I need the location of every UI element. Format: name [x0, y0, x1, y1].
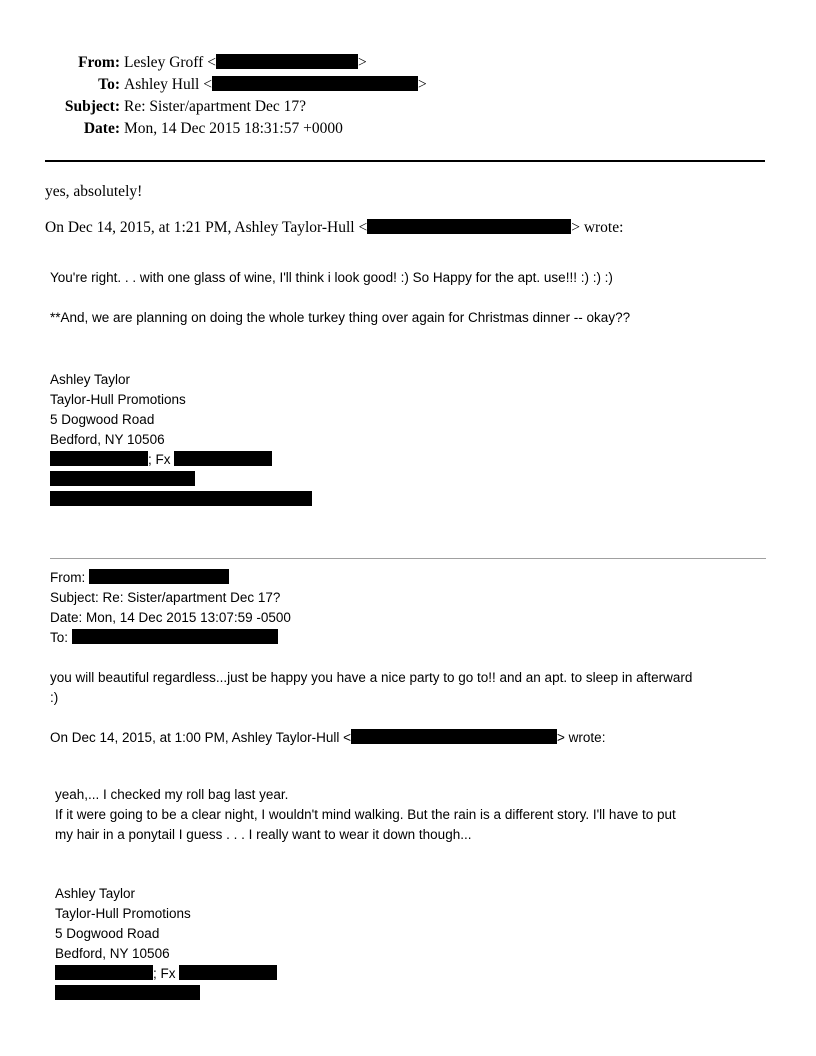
signature-name: Ashley Taylor	[50, 372, 131, 387]
header-to-label: To:	[98, 76, 120, 93]
signature-address: 5 Dogwood Road	[55, 926, 160, 941]
redacted-fax	[174, 451, 272, 466]
forwarded-date: Date: Mon, 14 Dec 2015 13:07:59 -0500	[50, 610, 291, 625]
message-divider	[50, 558, 766, 559]
header-to-row	[0, 76, 427, 94]
header-date-label: Date:	[83, 120, 120, 137]
forwarded-body-line: :)	[50, 690, 59, 705]
redacted-text	[50, 491, 312, 506]
signature-city: Bedford, NY 10506	[55, 946, 170, 961]
signature-redacted	[50, 470, 312, 490]
quoted-line: my hair in a ponytail I guess . . . I really want to wear it down though...	[55, 827, 472, 842]
signature-block-2	[55, 884, 277, 1004]
quoted-line: yeah,... I checked my roll bag last year.	[55, 787, 289, 802]
header-from-label: From:	[78, 54, 120, 71]
quote-intro-end: > wrote:	[557, 730, 606, 745]
header-date-row	[0, 120, 343, 138]
redacted-text	[55, 985, 200, 1000]
redacted-phone	[50, 451, 148, 466]
header-from-close: >	[357, 54, 367, 71]
redacted-email	[216, 54, 358, 69]
forwarded-from	[50, 568, 291, 588]
header-to-name: Ashley Hull <	[124, 76, 212, 93]
reply-body: yes, absolutely!	[45, 183, 143, 200]
signature-company: Taylor-Hull Promotions	[50, 392, 186, 407]
signature-block	[50, 370, 312, 510]
redacted-phone	[55, 965, 153, 980]
signature-redacted	[50, 490, 312, 510]
header-from-name: Lesley Groff <	[124, 54, 216, 71]
forwarded-body	[50, 668, 692, 708]
redacted-email	[367, 219, 571, 234]
signature-address: 5 Dogwood Road	[50, 412, 155, 427]
forwarded-to-label: To:	[50, 630, 69, 645]
header-subject-row	[0, 98, 306, 116]
quoted-line: If it were going to be a clear night, I wouldn't mind walking. But the rain is a different story. I'll have to put	[55, 807, 676, 822]
header-subject-label: Subject:	[64, 98, 120, 115]
reply-quote-intro	[45, 219, 623, 237]
quoted-line: You're right. . . with one glass of wine, I'll think i look good! :) So Happy for the apt. use!!! :) :) :)	[50, 270, 613, 285]
redacted-text	[50, 471, 195, 486]
redacted-email	[351, 729, 557, 744]
redacted-email	[212, 76, 418, 91]
header-date-value: Mon, 14 Dec 2015 18:31:57 +0000	[124, 120, 343, 137]
header-to-close: >	[417, 76, 427, 93]
redacted-fax	[179, 965, 277, 980]
signature-city: Bedford, NY 10506	[50, 432, 165, 447]
redacted-email	[89, 569, 229, 584]
fax-label: ; Fx	[148, 452, 171, 467]
forwarded-header	[50, 568, 291, 648]
signature-redacted	[55, 984, 277, 1004]
fax-label: ; Fx	[153, 966, 176, 981]
forwarded-quote-intro	[50, 729, 605, 745]
header-subject-value: Re: Sister/apartment Dec 17?	[124, 98, 307, 115]
signature-phone-fax	[55, 964, 277, 984]
quote-intro-end: > wrote:	[571, 219, 624, 236]
quote-intro-text: On Dec 14, 2015, at 1:21 PM, Ashley Taylor-Hull <	[45, 219, 368, 236]
forwarded-body-line: you will beautiful regardless...just be happy you have a nice party to go to!! and an apt. to sleep in afterward	[50, 670, 693, 685]
header-from-row	[0, 54, 367, 72]
forwarded-to	[50, 628, 291, 648]
redacted-email	[72, 629, 278, 644]
forwarded-subject: Subject: Re: Sister/apartment Dec 17?	[50, 590, 281, 605]
header-divider	[45, 160, 765, 162]
quote-intro-text: On Dec 14, 2015, at 1:00 PM, Ashley Taylor-Hull <	[50, 730, 352, 745]
forwarded-from-label: From:	[50, 570, 86, 585]
quoted-message-2	[55, 785, 676, 845]
signature-phone-fax	[50, 450, 312, 470]
signature-name: Ashley Taylor	[55, 886, 136, 901]
quoted-line: **And, we are planning on doing the whole turkey thing over again for Christmas dinner -- okay??	[50, 310, 631, 325]
signature-company: Taylor-Hull Promotions	[55, 906, 191, 921]
